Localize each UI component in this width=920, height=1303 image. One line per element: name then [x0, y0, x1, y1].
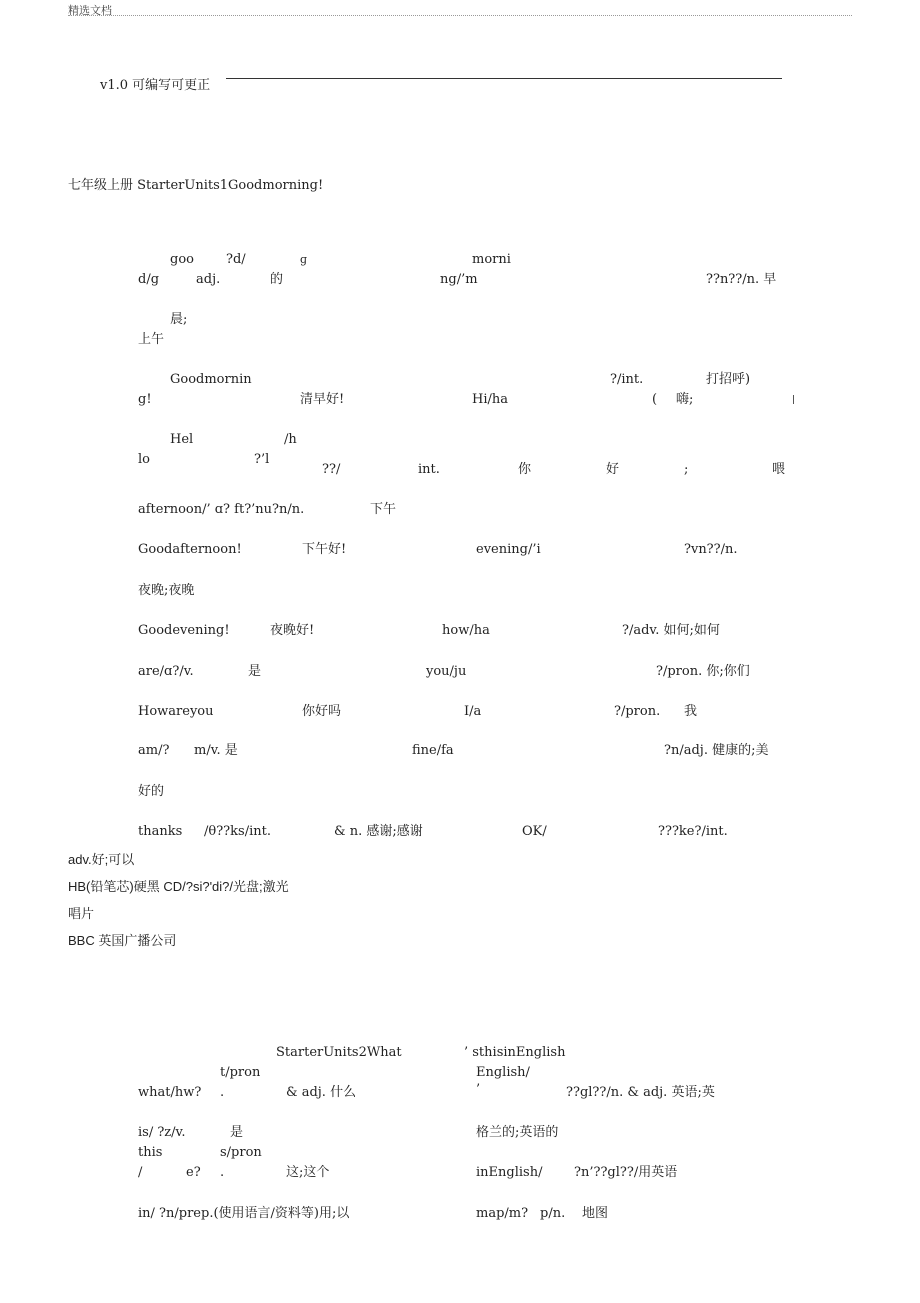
vocab-fragment: adj. [196, 272, 221, 287]
vocab-fragment: ?d/ [226, 252, 246, 267]
vocab-fragment: goo [170, 252, 194, 267]
unit2-title-part: ’ sthisinEnglish [464, 1045, 566, 1060]
version-line: v1.0 可编写可更正 [100, 78, 211, 93]
vocab-fragment: 打招呼) [706, 372, 751, 387]
vocab-fragment: . [220, 1085, 225, 1100]
vocab-fragment: int. [418, 462, 440, 477]
note-line: 唱片 [68, 906, 95, 921]
vocab-fragment: map/m? [476, 1206, 529, 1221]
vocab-fragment: OK/ [522, 824, 547, 839]
vocab-fragment: /h [284, 432, 297, 447]
vocab-fragment: ?/adv. 如何;如何 [622, 623, 720, 638]
vocab-fragment: 地图 [582, 1206, 609, 1221]
vocab-fragment: 夜晚;夜晚 [138, 583, 195, 598]
vocab-fragment: Goodafternoon! [138, 542, 242, 557]
vocab-fragment: ???ke?/int. [658, 824, 728, 839]
vocab-fragment: what/hw? [138, 1085, 202, 1100]
vocab-fragment: 下午好! [302, 542, 347, 557]
top-rule [226, 78, 782, 79]
vocab-fragment: 好 [606, 462, 620, 477]
vocab-fragment: thanks [138, 824, 183, 839]
vocab-fragment: Goodmornin [170, 372, 252, 387]
vocab-fragment: ( [652, 392, 658, 407]
vocab-fragment: inEnglish/ [476, 1165, 543, 1180]
vocab-fragment: & adj. 什么 [286, 1085, 357, 1100]
vocab-fragment: ??gl??/n. & adj. 英语;英 [566, 1085, 715, 1100]
vocab-fragment: ?’l [254, 452, 270, 467]
vocab-fragment: is/ ?z/v. [138, 1125, 186, 1140]
vocab-fragment: ?vn??/n. [684, 542, 738, 557]
vocab-fragment: ?/int. [610, 372, 644, 387]
vocab-fragment: ??/ [322, 462, 341, 477]
vocab-fragment: are/ɑ?/v. [138, 664, 194, 679]
vocab-fragment: p/n. [540, 1206, 566, 1221]
vocab-fragment: Howareyou [138, 704, 214, 719]
vocab-fragment: ?/pron. 你;你们 [656, 664, 750, 679]
vocab-fragment: / [138, 1165, 143, 1180]
vocab-fragment: d/g [138, 272, 160, 287]
vocab-fragment: 你好吗 [302, 704, 342, 719]
vocab-fragment: t/pron [220, 1065, 261, 1080]
vocab-fragment: /θ??ks/int. [204, 824, 271, 839]
vocab-fragment: 晨; [170, 312, 188, 327]
vocab-fragment: ; [684, 462, 689, 477]
vocab-fragment: 是 [230, 1125, 244, 1140]
vocab-fragment: Hel [170, 432, 194, 447]
margin-mark [793, 395, 794, 404]
vocab-fragment: ’ [476, 1082, 481, 1097]
vocab-fragment: . [220, 1165, 225, 1180]
vocab-fragment: Hi/ha [472, 392, 508, 407]
vocab-fragment: e? [186, 1165, 201, 1180]
vocab-fragment: fine/fa [412, 743, 454, 758]
vocab-fragment: in/ ?n/prep.(使用语言/资料等)用;以 [138, 1206, 350, 1221]
vocab-fragment: ng/’m [440, 272, 478, 287]
vocab-fragment: 清早好! [300, 392, 345, 407]
vocab-fragment: m/v. 是 [194, 743, 238, 758]
vocab-fragment: 上午 [138, 332, 165, 347]
vocab-fragment: Goodevening! [138, 623, 230, 638]
header-dotted-rule [68, 15, 852, 16]
vocab-fragment: am/? [138, 743, 170, 758]
vocab-fragment: & n. 感谢;感谢 [334, 824, 423, 839]
vocab-fragment: ɡ [300, 253, 308, 266]
vocab-fragment: morni [472, 252, 511, 267]
vocab-fragment: 是 [248, 664, 262, 679]
vocab-fragment: 的 [270, 272, 284, 287]
vocab-fragment: 喂 [772, 462, 786, 477]
vocab-fragment: lo [138, 452, 150, 467]
vocab-fragment: 夜晚好! [270, 623, 315, 638]
note-line: BBC 英国广播公司 [68, 933, 177, 948]
vocab-fragment: afternoon/’ ɑ? ft?’nu?n/n. [138, 502, 305, 517]
vocab-fragment: 嗨; [676, 392, 694, 407]
vocab-fragment: English/ [476, 1065, 530, 1080]
vocab-fragment: ?n’??gl??/用英语 [574, 1165, 678, 1180]
note-line: HB(铅笔芯)硬黑 CD/?si?'di?/光盘;激光 [68, 879, 289, 894]
vocab-fragment: ?n/adj. 健康的;美 [664, 743, 769, 758]
vocab-fragment: 我 [684, 704, 698, 719]
vocab-fragment: 好的 [138, 784, 165, 799]
vocab-fragment: you/ju [426, 664, 467, 679]
vocab-fragment: how/ha [442, 623, 490, 638]
note-line: adv.好;可以 [68, 852, 135, 867]
vocab-fragment: 你 [518, 462, 532, 477]
vocab-fragment: I/a [464, 704, 482, 719]
vocab-fragment: g! [138, 392, 152, 407]
unit2-title-part: StarterUnits2What [276, 1045, 402, 1060]
vocab-fragment: 下午 [370, 502, 397, 517]
vocab-fragment: evening/’i [476, 542, 541, 557]
vocab-fragment: ??n??/n. 早 [706, 272, 777, 287]
vocab-fragment: 这;这个 [286, 1165, 330, 1180]
page-header: 精选文档 [68, 4, 112, 17]
unit1-title: 七年级上册 StarterUnits1Goodmorning! [68, 178, 324, 193]
vocab-fragment: ?/pron. [614, 704, 661, 719]
vocab-fragment: s/pron [220, 1145, 262, 1160]
vocab-fragment: 格兰的;英语的 [476, 1125, 559, 1140]
vocab-fragment: this [138, 1145, 163, 1160]
